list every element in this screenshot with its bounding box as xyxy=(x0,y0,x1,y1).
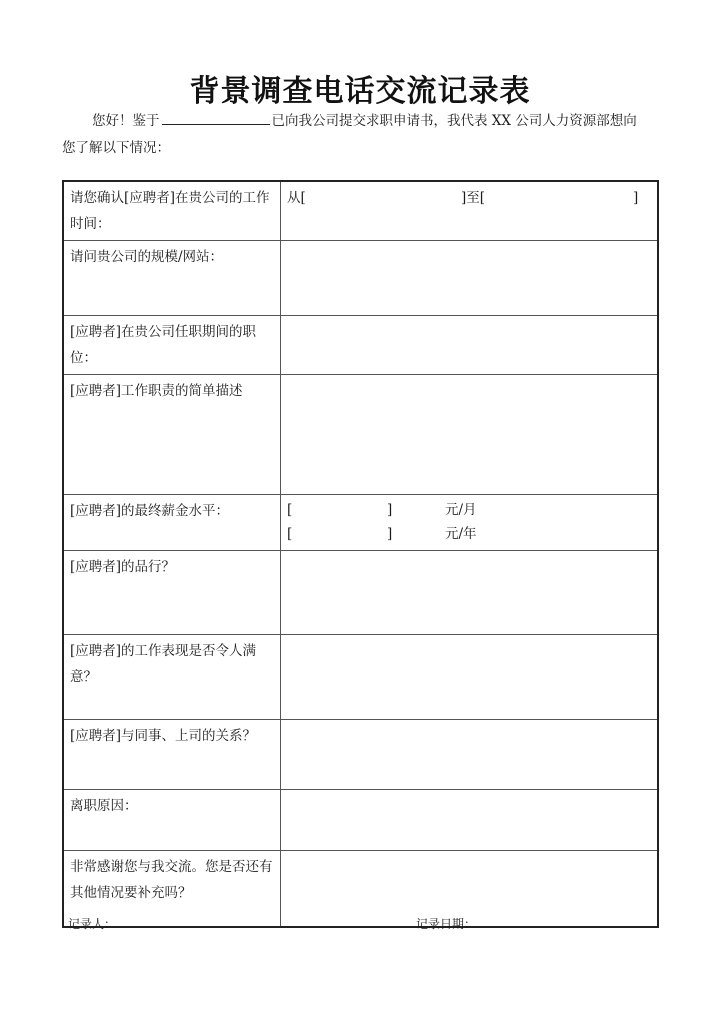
answer-cell[interactable] xyxy=(281,375,659,495)
intro-suffix: 已向我公司提交求职申请书，我代表 XX 公司人力资源部想向 xyxy=(271,113,637,129)
salary-monthly: [ ] 元/月 xyxy=(287,502,477,518)
table-row-leave-reason xyxy=(63,790,658,851)
answer-cell-work-time[interactable] xyxy=(281,181,659,241)
table-row-additional xyxy=(63,851,658,927)
table-row-company-size xyxy=(63,241,658,316)
question-cell: 离职原因： xyxy=(63,790,281,851)
intro-prefix: 您好！鉴于 xyxy=(92,113,160,129)
answer-cell[interactable] xyxy=(281,316,659,375)
close-bracket: ] xyxy=(633,190,639,206)
to-label: ]至[ xyxy=(461,190,486,206)
salary-yearly: [ ] 元/年 xyxy=(287,526,477,542)
recorder-label: 记录人： xyxy=(68,917,117,931)
record-date-label: 记录日期： xyxy=(416,917,477,931)
answer-cell[interactable] xyxy=(281,720,659,790)
intro-paragraph xyxy=(62,108,662,162)
reference-check-table xyxy=(62,180,659,928)
table-row-salary xyxy=(63,495,658,551)
table-row-character xyxy=(63,551,658,635)
intro-line2: 您了解以下情况： xyxy=(62,140,170,156)
from-label: 从[ xyxy=(287,190,306,206)
table-row-position xyxy=(63,316,658,375)
question-cell: [应聘者]的品行？ xyxy=(63,551,281,635)
answer-cell[interactable] xyxy=(281,790,659,851)
table-row-duties xyxy=(63,375,658,495)
question-cell: 请您确认[应聘者]在贵公司的工作时间： xyxy=(63,181,281,241)
question-cell: 非常感谢您与我交流。您是否还有其他情况要补充吗？ xyxy=(63,851,281,927)
question-cell: [应聘者]的最终薪金水平： xyxy=(63,495,281,551)
answer-cell[interactable] xyxy=(281,635,659,720)
answer-cell[interactable] xyxy=(281,241,659,316)
table-row-work-time xyxy=(63,181,658,241)
answer-cell-salary[interactable] xyxy=(281,495,659,551)
question-cell: 请问贵公司的规模/网站： xyxy=(63,241,281,316)
question-cell: [应聘者]的工作表现是否令人满意？ xyxy=(63,635,281,720)
table-row-relations xyxy=(63,720,658,790)
page-title: 背景调查电话交流记录表 xyxy=(189,74,531,109)
answer-cell[interactable] xyxy=(281,551,659,635)
table-row-performance xyxy=(63,635,658,720)
applicant-name-blank[interactable] xyxy=(162,110,270,125)
question-cell: [应聘者]工作职责的简单描述 xyxy=(63,375,281,495)
question-cell: [应聘者]与同事、上司的关系？ xyxy=(63,720,281,790)
question-cell: [应聘者]在贵公司任职期间的职位： xyxy=(63,316,281,375)
